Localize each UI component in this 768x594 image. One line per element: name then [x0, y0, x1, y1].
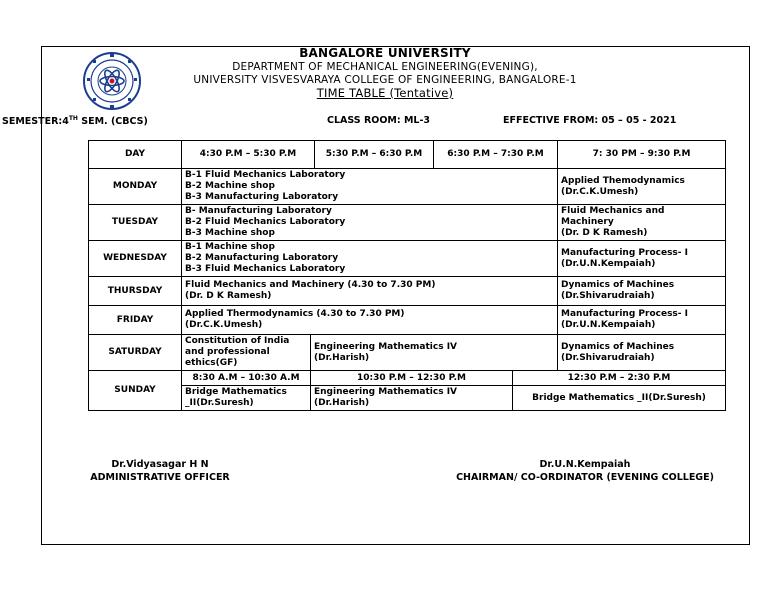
sunday-second	[311, 386, 513, 411]
table-header-row	[89, 141, 726, 169]
tuesday-lab	[182, 205, 558, 241]
subject: Fluid Mechanics and	[561, 206, 665, 216]
monday-lab	[182, 169, 558, 205]
faculty: (Dr.Harish)	[314, 398, 370, 408]
table-row-wednesday	[89, 241, 726, 277]
lab-line: B-3 Machine shop	[185, 228, 275, 238]
thursday-main	[182, 277, 558, 306]
header-slot-1: 4:30 P.M – 5:30 P.M	[182, 141, 315, 169]
lab-line: B-1 Fluid Mechanics Laboratory	[185, 170, 346, 180]
signatory-name: Dr.Vidyasagar H N	[111, 459, 209, 470]
signatory-title: CHAIRMAN/ CO-ORDINATOR (EVENING COLLEGE)	[456, 472, 714, 483]
faculty: (Dr. D K Ramesh)	[185, 291, 272, 301]
subject: Bridge Mathematics	[185, 387, 287, 397]
faculty: (Dr.U.N.Kempaiah)	[561, 258, 656, 269]
semester-prefix: SEMESTER:4	[2, 116, 69, 128]
subject: Dynamics of Machines	[561, 341, 675, 352]
faculty: (Dr.Harish)	[314, 352, 370, 363]
department-name: DEPARTMENT OF MECHANICAL ENGINEERING(EVENING),	[232, 61, 538, 73]
friday-main	[182, 306, 558, 335]
wednesday-evening	[558, 241, 726, 277]
university-emblem-icon	[81, 50, 143, 112]
header-slot-4: 7: 30 PM – 9:30 P.M	[558, 141, 726, 169]
subject: Constitution of India	[185, 336, 290, 346]
subject-cont: and professional	[185, 347, 270, 357]
day-wednesday: WEDNESDAY	[89, 241, 182, 277]
semester-suffix: SEM. (CBCS)	[77, 116, 148, 128]
friday-evening	[558, 306, 726, 335]
saturday-second	[311, 335, 558, 371]
subject-cont: Machinery	[561, 217, 614, 227]
sunday-third: Bridge Mathematics _II(Dr.Suresh)	[513, 386, 726, 411]
subject: Engineering Mathematics IV	[314, 341, 458, 352]
signature-left	[80, 458, 240, 484]
college-name: UNIVERSITY VISVESVARAYA COLLEGE OF ENGINEERING, BANGALORE-1	[193, 74, 577, 86]
sunday-first	[182, 386, 311, 411]
thursday-evening	[558, 277, 726, 306]
table-row-tuesday	[89, 205, 726, 241]
faculty: (Dr.U.N.Kempaiah)	[561, 320, 656, 330]
header-day: DAY	[89, 141, 182, 169]
signatory-name: Dr.U.N.Kempaiah	[539, 459, 631, 470]
lab-line: B-1 Machine shop	[185, 242, 275, 252]
faculty: (Dr.C.K.Umesh)	[185, 320, 263, 330]
header-slot-3: 6:30 P.M – 7:30 P.M	[434, 141, 558, 169]
table-row-monday	[89, 169, 726, 205]
subject: Applied Thermodynamics (4.30 to 7.30 PM)	[185, 309, 405, 319]
day-sunday: SUNDAY	[89, 371, 182, 411]
wednesday-lab	[182, 241, 558, 277]
faculty: (Dr. D K Ramesh)	[561, 228, 648, 238]
monday-evening	[558, 169, 726, 205]
tuesday-evening	[558, 205, 726, 241]
subject-cont: ethics(GF)	[185, 358, 238, 368]
table-row-saturday	[89, 335, 726, 371]
faculty: (Dr.Shivarudraiah)	[561, 291, 655, 301]
faculty: (Dr.C.K.Umesh)	[561, 186, 639, 197]
lab-line: B-2 Machine shop	[185, 181, 275, 191]
day-thursday: THURSDAY	[89, 277, 182, 306]
signature-right	[445, 458, 725, 484]
lab-line: B-2 Fluid Mechanics Laboratory	[185, 217, 346, 227]
semester-label	[2, 115, 148, 127]
document-title: TIME TABLE (Tentative)	[316, 86, 454, 100]
saturday-first	[182, 335, 311, 371]
subject: Applied Themodynamics	[561, 175, 685, 186]
signatory-title: ADMINISTRATIVE OFFICER	[90, 472, 230, 483]
table-row-sunday-times	[89, 371, 726, 386]
lab-line: B-2 Manufacturing Laboratory	[185, 253, 339, 263]
day-friday: FRIDAY	[89, 306, 182, 335]
day-tuesday: TUESDAY	[89, 205, 182, 241]
subject: Manufacturing Process- I	[561, 309, 689, 319]
semester-sup: TH	[68, 115, 78, 122]
sunday-time-3: 12:30 P.M – 2:30 P.M	[513, 371, 726, 386]
lab-line: B- Manufacturing Laboratory	[185, 206, 332, 216]
table-row-thursday	[89, 277, 726, 306]
subject: Engineering Mathematics IV	[314, 387, 458, 397]
effective-date-label: EFFECTIVE FROM: 05 – 05 - 2021	[503, 115, 677, 126]
university-name: BANGALORE UNIVERSITY	[299, 46, 471, 60]
sunday-time-1: 8:30 A.M – 10:30 A.M	[182, 371, 311, 386]
day-saturday: SATURDAY	[89, 335, 182, 371]
sunday-time-2: 10:30 P.M – 12:30 P.M	[311, 371, 513, 386]
timetable	[88, 140, 726, 411]
faculty: _II(Dr.Suresh)	[185, 398, 254, 408]
lab-line: B-3 Fluid Mechanics Laboratory	[185, 264, 346, 274]
faculty: (Dr.Shivarudraiah)	[561, 352, 655, 363]
table-row-friday	[89, 306, 726, 335]
subject: Dynamics of Machines	[561, 280, 675, 290]
subject: Fluid Mechanics and Machinery (4.30 to 7.30 PM)	[185, 280, 436, 290]
lab-line: B-3 Manufacturing Laboratory	[185, 192, 339, 202]
day-monday: MONDAY	[89, 169, 182, 205]
saturday-evening	[558, 335, 726, 371]
header-slot-2: 5:30 P.M – 6:30 P.M	[315, 141, 434, 169]
table-row-sunday-subjects	[89, 386, 726, 411]
subject: Manufacturing Process- I	[561, 247, 689, 258]
classroom-label: CLASS ROOM: ML-3	[327, 115, 431, 126]
